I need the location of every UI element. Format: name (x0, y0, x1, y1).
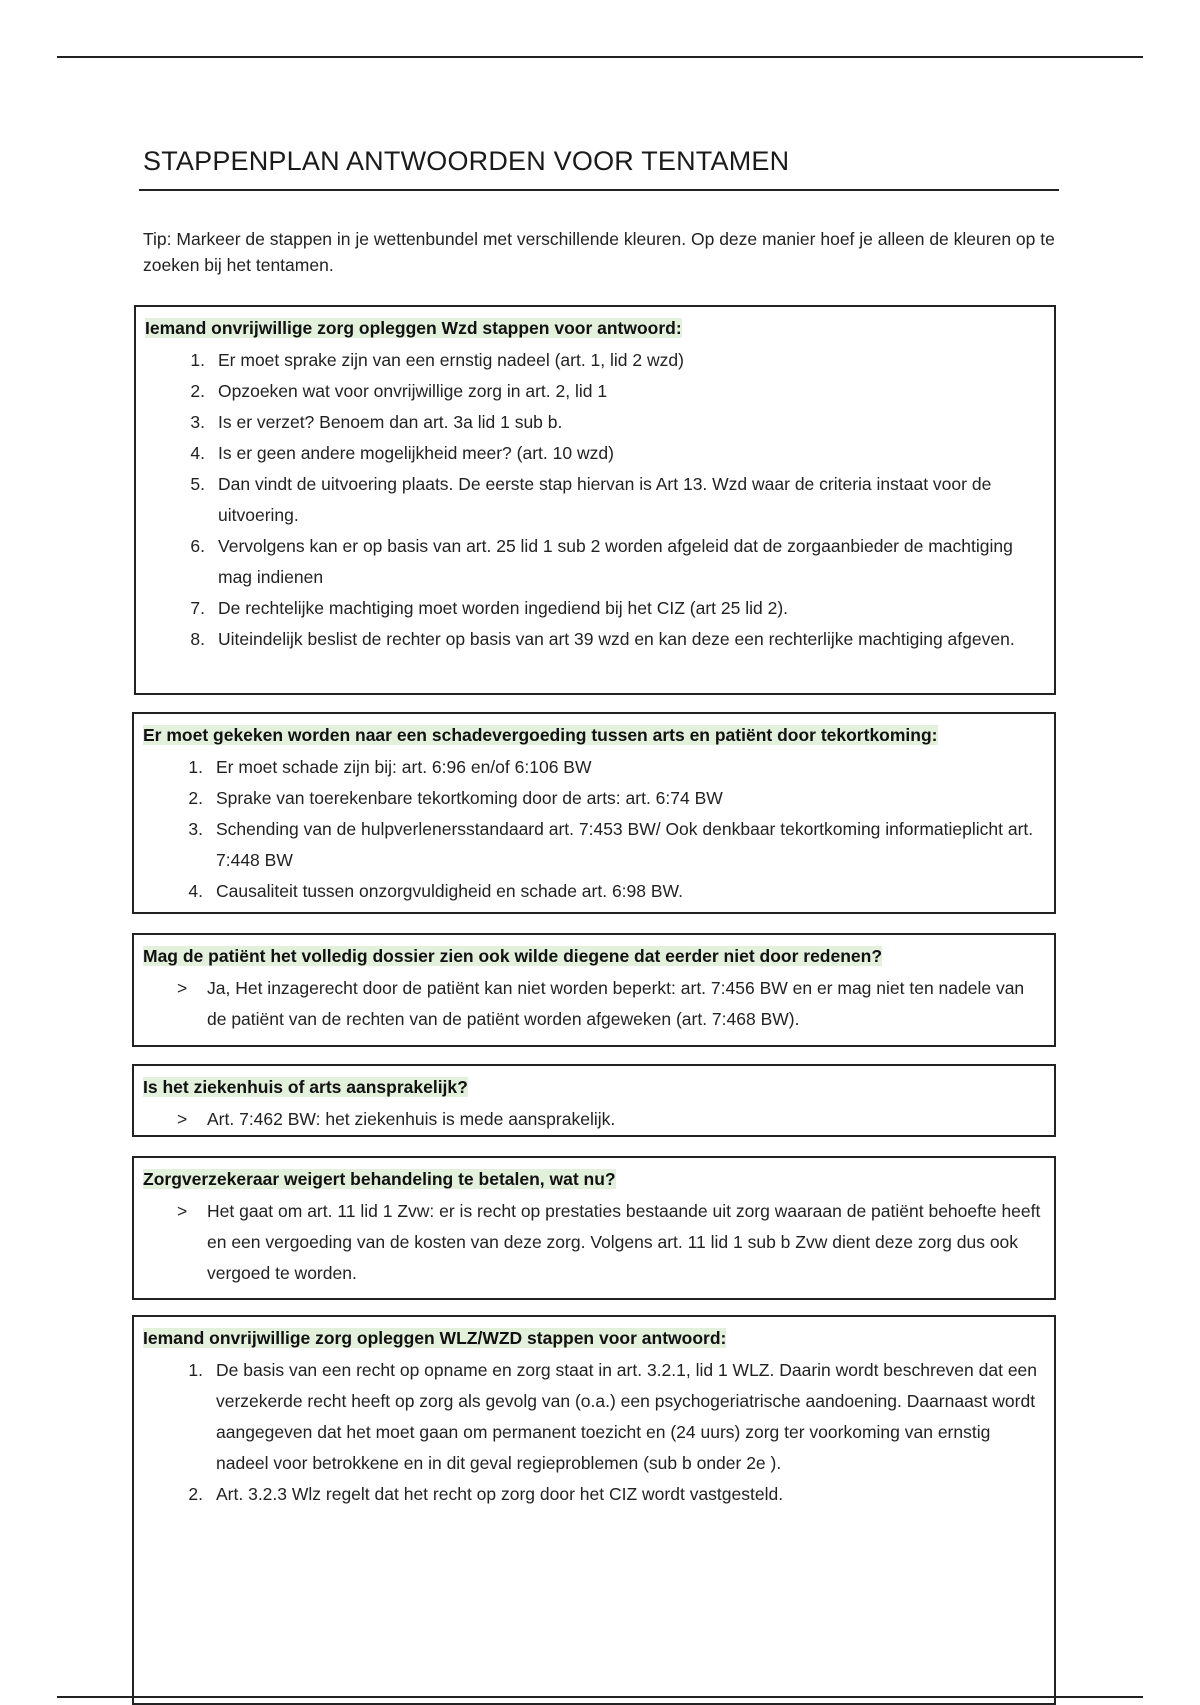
list-item: 3. Is er verzet? Benoem dan art. 3a lid 1 sub b. (190, 412, 563, 432)
box-heading: Zorgverzekeraar weigert behandeling te betalen, wat nu? (143, 1169, 616, 1189)
list-item: 8. Uiteindelijk beslist de rechter op basis van art 39 wzd en kan deze een rechterlijke machtiging afgeven. (190, 629, 1015, 649)
page-footer-rule (57, 1696, 1143, 1698)
box-heading: Mag de patiënt het volledig dossier zien ook wilde diegene dat eerder niet door redenen? (143, 946, 883, 966)
list-item: > Het gaat om art. 11 lid 1 Zvw: er is recht op prestaties bestaande uit zorg waaraan de patiënt behoefte heeft en een vergoeding van de kosten van deze zorg. Volgens art. 11 lid 1 sub b Zvw dient deze zorg dus ook vergoed te worden. (143, 1196, 1044, 1289)
list-item: 2. Opzoeken wat voor onvrijwillige zorg in art. 2, lid 1 (190, 381, 608, 401)
chevron-right-icon: > (177, 1201, 188, 1221)
box-heading: Er moet gekeken worden naar een schadevergoeding tussen arts en patiënt door tekortkoming: (143, 725, 938, 745)
list-item: 5. Dan vindt de uitvoering plaats. De eerste stap hiervan is Art 13. Wzd waar de criteria instaat voor de uitvoering. (190, 474, 992, 525)
list-item: 6. Vervolgens kan er op basis van art. 25 lid 1 sub 2 worden afgeleid dat de zorgaanbieder de machtiging mag indienen (190, 536, 1013, 587)
box-aansprakelijkheid (132, 1064, 1056, 1137)
box-heading: Iemand onvrijwillige zorg opleggen WLZ/WZD stappen voor antwoord: (143, 1328, 727, 1348)
tip-paragraph: Tip: Markeer de stappen in je wettenbundel met verschillende kleuren. Op deze manier hoef je alleen de kleuren op te zoeken bij het tentamen. (143, 229, 1055, 275)
list-item: 4. Is er geen andere mogelijkheid meer? (art. 10 wzd) (190, 443, 614, 463)
list-item: 1. Er moet schade zijn bij: art. 6:96 en/of 6:106 BW (188, 757, 592, 777)
list-item: 4. Causaliteit tussen onzorgvuldigheid en schade art. 6:98 BW. (188, 881, 683, 901)
box-wzd-steps (134, 305, 1056, 695)
chevron-right-icon: > (177, 978, 188, 998)
list-item: 2. Art. 3.2.3 Wlz regelt dat het recht op zorg door het CIZ wordt vastgesteld. (188, 1484, 784, 1504)
box-schadevergoeding (132, 712, 1056, 914)
box-heading: Iemand onvrijwillige zorg opleggen Wzd stappen voor antwoord: (145, 318, 682, 338)
page-title: STAPPENPLAN ANTWOORDEN VOOR TENTAMEN (143, 146, 790, 176)
list-item: > Ja, Het inzagerecht door de patiënt kan niet worden beperkt: art. 7:456 BW en er mag niet ten nadele van de patiënt van de rechten van de patiënt worden afgeweken (art. 7:468 BW). (143, 973, 1044, 1035)
chevron-right-icon: > (177, 1109, 188, 1129)
list-item: 2. Sprake van toerekenbare tekortkoming door de arts: art. 6:74 BW (188, 788, 723, 808)
list-item: 1. De basis van een recht op opname en zorg staat in art. 3.2.1, lid 1 WLZ. Daarin wordt beschreven dat een verzekerde recht heeft op zorg als gevolg van (o.a.) een psychogeriatrische aandoening. Daarnaast wordt aangegeven dat het moet gaan om permanent toezicht en (24 uurs) zorg ter voorkoming van ernstig nadeel voor betrokkene en in dit geval regieproblemen (sub b onder 2e ). (188, 1360, 1038, 1473)
box-zorgverzekeraar (132, 1156, 1056, 1300)
list-item: 1. Er moet sprake zijn van een ernstig nadeel (art. 1, lid 2 wzd) (190, 350, 684, 370)
box-heading: Is het ziekenhuis of arts aansprakelijk? (143, 1077, 468, 1097)
page-header-rule (57, 56, 1143, 58)
title-underline (139, 189, 1059, 191)
list-item: 3. Schending van de hulpverlenersstandaard art. 7:453 BW/ Ook denkbaar tekortkoming informatieplicht art. 7:448 BW (188, 819, 1034, 870)
list-item: > Art. 7:462 BW: het ziekenhuis is mede aansprakelijk. (143, 1104, 1044, 1135)
box-wlz-wzd-steps (132, 1315, 1056, 1705)
list-item: 7. De rechtelijke machtiging moet worden ingediend bij het CIZ (art 25 lid 2). (190, 598, 789, 618)
box-dossier-inzage (132, 933, 1056, 1047)
